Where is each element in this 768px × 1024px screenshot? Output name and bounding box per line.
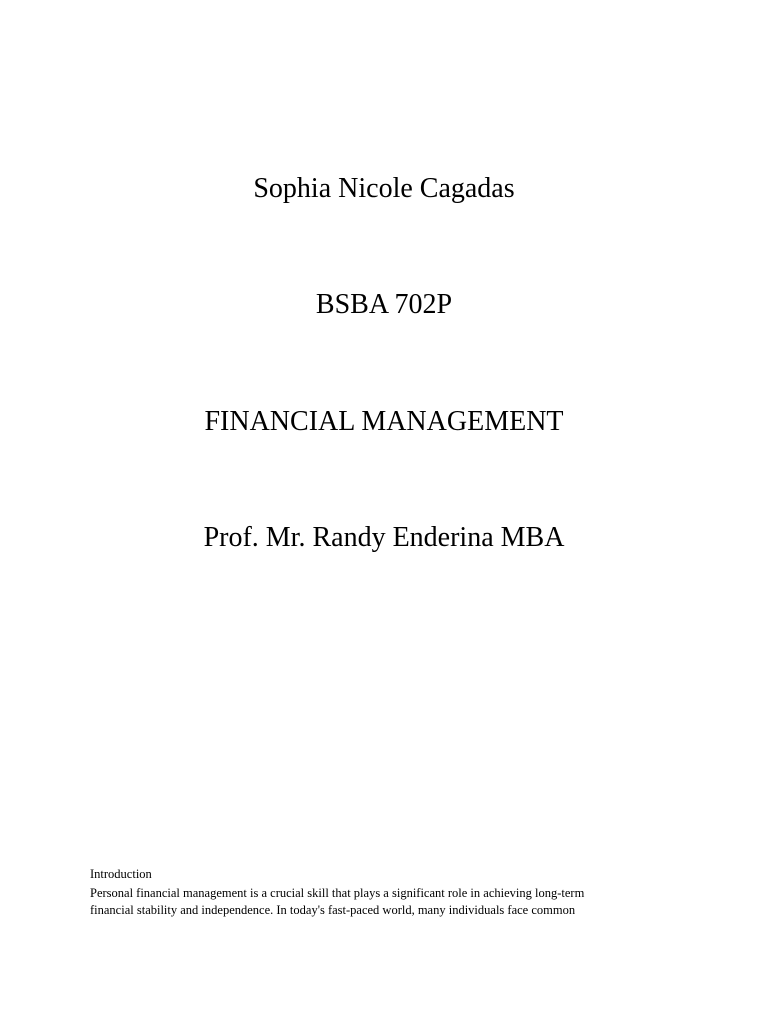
- course-title: FINANCIAL MANAGEMENT: [204, 406, 564, 437]
- course-code: BSBA 702P: [315, 289, 453, 320]
- introduction-paragraph: [90, 885, 690, 919]
- author-name: Sophia Nicole Cagadas: [253, 173, 515, 204]
- section-heading-introduction: Introduction: [90, 867, 152, 881]
- professor-name: Prof. Mr. Randy Enderina MBA: [203, 522, 565, 553]
- paragraph-line: financial stability and independence. In today's fast-paced world, many individuals face common: [90, 903, 576, 917]
- paragraph-line: Personal financial management is a crucial skill that plays a significant role in achieving long-term: [90, 886, 585, 900]
